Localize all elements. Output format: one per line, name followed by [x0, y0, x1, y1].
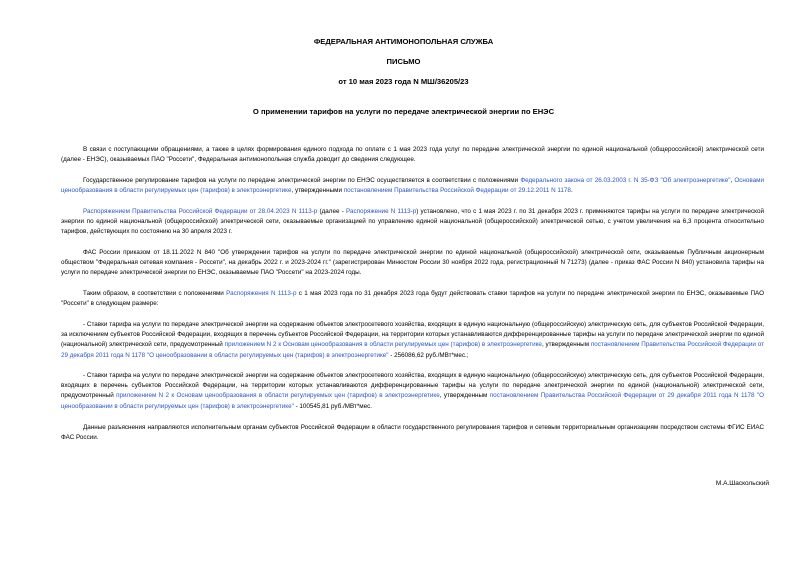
paragraph-text: , — [730, 177, 735, 184]
signature: М.А.Шаскольский — [715, 480, 769, 487]
link-decree-1113r-short[interactable]: Распоряжение N 1113-р — [345, 208, 417, 215]
paragraph-tariff-rate-1 — [61, 320, 764, 361]
link-government-decree-1178[interactable]: постановлением Правительства Российской Федерации от 29.12.2011 N 1178 — [343, 187, 571, 195]
paragraph-text: с 1 мая 2023 года по 31 декабря 2023 года будут действовать ставки тарифов на услуги по передаче электрической энергии по ЕНЭС, оказываемые ПАО "Россети" в следующем размере: — [61, 290, 764, 308]
agency-title: ФЕДЕРАЛЬНАЯ АНТИМОНОПОЛЬНАЯ СЛУЖБА — [313, 37, 494, 46]
paragraph-text: - Ставки тарифа на услуги по передаче электрической энергии на содержание объектов электросетевого хозяйства, входящих в единую национальную (общероссийскую) электрическую сеть, для субъектов Российской Федерации, за исключением субъектов Российской Федерации, входящих в перечень субъектов Российской Федерации, на территории которых устанавливаются дифференцированные тарифы на услуги по передаче электрической энергии по единой (национальной) электрической сети, предусмотренный — [61, 321, 764, 349]
tariff-value: - 100545,81 руб./МВт*мес. — [293, 402, 372, 410]
paragraph-distribution — [61, 423, 764, 443]
paragraph-decree-1113 — [61, 207, 764, 238]
link-decree-1113r-ref[interactable]: Распоряжения N 1113-р — [226, 290, 297, 297]
paragraph-intro — [61, 145, 764, 165]
paragraph-text: - Ставки тарифа на услуги по передаче электрической энергии на содержание объектов электросетевого хозяйства, входящих в единую национальную (общероссийскую) электрическую сеть, для субъектов Российской Федерации, входящих в перечень субъектов Российской Федерации, на территории которых устанавливаются дифференцированные тарифы на услуги по передаче электрической энергии по единой (национальной) электрической сети, предусмотренный — [61, 372, 764, 400]
paragraph-tariff-rate-2 — [61, 371, 764, 412]
paragraph-text: ) установлено, что с 1 мая 2023 г. по 31 декабря 2023 г. применяются тарифы на услуги по передаче электрической энергии по единой национальной (общероссийской) электрической сети, оказываемые организацией по управлению единой национальной (общероссийской) электрической сетью, с учетом увеличения на 6,3 процента относительно тарифов, действующих по состоянию на 30 апреля 2023 г. — [61, 208, 764, 236]
link-appendix-2[interactable]: приложением N 2 к Основам ценообразования в области регулируемых цен (тарифов) в электроэнергетике — [116, 392, 440, 400]
link-appendix-2[interactable]: приложением N 2 к Основам ценообразования в области регулируемых цен (тарифов) в электроэнергетике — [224, 341, 542, 349]
paragraph-text: , утвержденным — [439, 392, 490, 400]
link-pricing-fundamentals[interactable]: Основами ценообразования в области регулируемых цен (тарифов) в электроэнергетике — [61, 177, 765, 195]
document-date-number: от 10 мая 2023 года N МШ/36205/23 — [338, 77, 469, 86]
paragraph-text: Данные разъяснения направляются исполнительным органам субъектов Российской Федерации в области государственного регулирования тарифов и сетевым территориальным организациям посредством системы ФГИС ЕИАС ФАС России. — [61, 424, 764, 442]
paragraph-legal-basis — [61, 176, 764, 196]
paragraph-text: В связи с поступающими обращениями, а также в целях формирования единого подхода по оплате с 1 мая 2023 года услуг по передаче электрической энергии по единой национальной (общероссийской) электрической сети (далее - ЕНЭС), оказываемых ПАО "Россети", Федеральная антимонопольная служба доводит до сведения следующее. — [61, 146, 764, 164]
link-decree-1113r[interactable]: Распоряжением Правительства Российской Федерации от 28.04.2023 N 1113-р — [83, 208, 318, 215]
tariff-value: - 256086,62 руб./МВт*мес.; — [388, 351, 469, 359]
paragraph-conclusion — [61, 289, 764, 309]
link-government-decree-1178-full[interactable]: постановлением Правительства Российской Федерации от 29 декабря 2011 года N 1178 "О ценообразовании в области регулируемых цен (тарифов) в электроэнергетике" — [61, 341, 764, 359]
document-type: ПИСЬМО — [386, 57, 421, 66]
paragraph-text: ФАС России приказом от 18.11.2022 N 840 "Об утверждении тарифов на услуги по передаче электрической энергии по единой национальной (общероссийской) электрической сети, оказываемые Публичным акционерным обществом "Федеральная сетевая компания - Россети", на декабрь 2022 г. и 2023-2024 гг." (зарегистрирован Минюстом России 30 ноября 2022 года, регистрационный N 71273) (далее - приказ ФАС России N 840) установила тарифы на услуги по передаче электрической энергии по ЕНЭС, оказываемые ПАО "Россети" на 2023-2024 годы. — [61, 249, 764, 277]
link-federal-law-35fz[interactable]: Федерального закона от 26.03.2003 г. N 35-ФЗ "Об электроэнергетике" — [520, 177, 731, 184]
paragraph-text: , утвержденным — [541, 341, 591, 349]
link-government-decree-1178-full[interactable]: постановлением Правительства Российской Федерации от 29 декабря 2011 года N 1178 "О ценообразовании в области регулируемых цен (тарифов) в электроэнергетике" — [61, 392, 764, 410]
paragraph-text: (далее - — [317, 208, 346, 215]
paragraph-text: . — [570, 187, 573, 195]
paragraph-text: Таким образом, в соответствии с положениями — [83, 290, 227, 297]
document-subject: О применении тарифов на услуги по передаче электрической энергии по ЕНЭС — [252, 107, 555, 116]
paragraph-text: Государственное регулирование тарифов на услуги по передаче электрической энергии по ЕНЭС осуществляется в соответствии с положениями — [83, 177, 521, 184]
paragraph-text: , утвержденными — [291, 187, 344, 195]
paragraph-fas-order-840 — [61, 248, 764, 279]
